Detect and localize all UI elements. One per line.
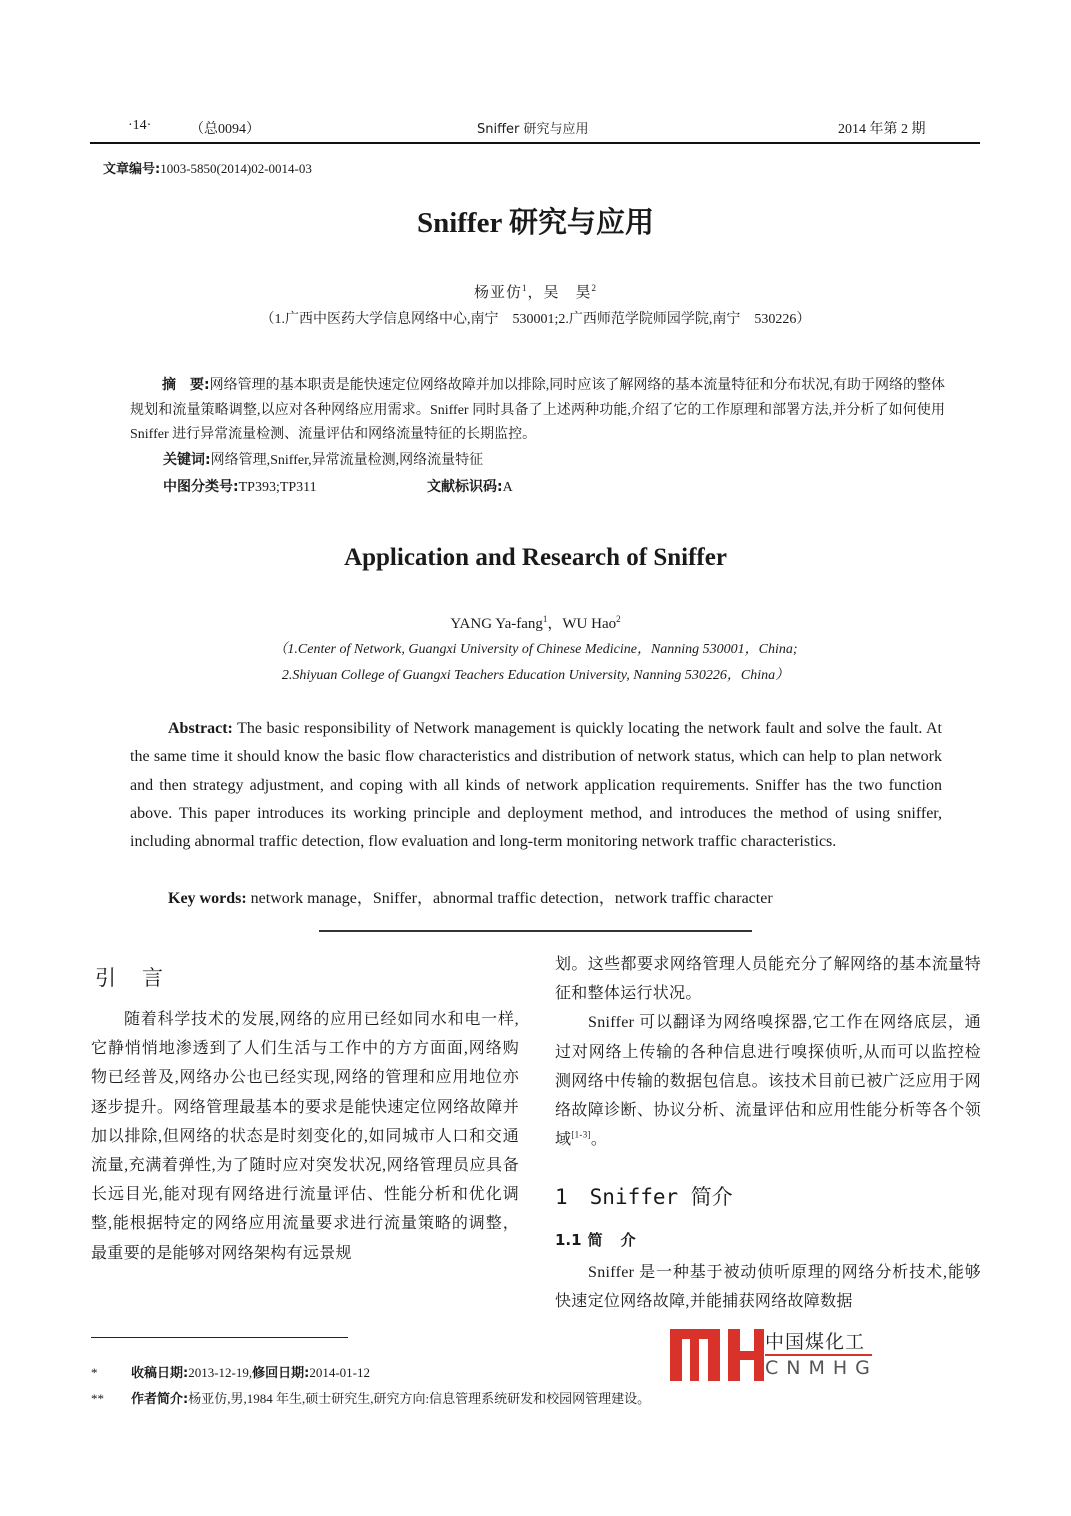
sniffer-definition-text: Sniffer 可以翻译为网络嗅探器,它工作在网络底层，通过对网络上传输的各种信息进行嗅探侦听,从而可以监控检测网络中传输的数据包信息。该技术目前已被广泛应用于网络故障诊断、协议分析、流量评估和应用性能分析等各个领域 <box>555 1014 981 1149</box>
intro-continuation: 划。这些都要求网络管理人员能充分了解网络的基本流量特征和整体运行状况。 <box>555 956 981 1003</box>
classification-value: TP393;TP311 <box>238 480 317 495</box>
authors-cn <box>0 281 1071 302</box>
article-number-label: 文章编号: <box>103 162 161 177</box>
received-date-label: 收稿日期: <box>131 1366 189 1381</box>
document-code <box>427 476 513 496</box>
author-1: 杨亚仿 <box>473 285 522 301</box>
affiliation-en <box>0 637 1071 689</box>
keywords-cn <box>163 449 483 469</box>
abstract-en <box>130 715 942 856</box>
revised-date-label: 修回日期: <box>252 1366 310 1381</box>
author-1-en-affil: 1 <box>542 614 548 624</box>
author-separator: ， <box>527 285 544 301</box>
abstract-cn-text: 网络管理的基本职责是能快速定位网络故障并加以排除,同时应该了解网络的基本流量特征和分布状况,有助于网络的整体规划和流量策略调整,以应对各种网络应用需求。Sniffer 同时具备了上述两种功能,介绍了它的工作原理和部署方法,并分析了如何使用 Sniffer 进行异常流量检测、流量评估和网络流量特征的长期监控。 <box>130 378 945 442</box>
section-1-number: 1 <box>555 1185 568 1209</box>
abstract-cn-label: 摘 要: <box>162 377 210 393</box>
sentence-end: 。 <box>590 1131 608 1149</box>
footnote-rule <box>91 1337 348 1338</box>
intro-paragraph: 随着科学技术的发展,网络的应用已经如同水和电一样,它静悄悄地渗透到了人们生活与工作中的方方面面,网络购物已经普及,网络办公也已经实现,网络的管理和应用地位亦逐步提升。网络管理最基本的要求是能快速定位网络故障并加以排除,但网络的状态是时刻变化的,如同城市人口和交通流量,充满着弹性,为了随时应对突发状况,网络管理员应具备长远目光,能对现有网络进行流量评估、性能分析和优化调整,能根据特定的网络应用流量要求进行流量策略的调整，最重要的是能够对网络架构有远景规 <box>91 1011 519 1262</box>
citation-ref: [1-3] <box>571 1129 591 1140</box>
total-page-number: （总0094） <box>190 122 260 137</box>
authors-en <box>0 612 1071 633</box>
footnote-author-bio <box>91 1388 650 1407</box>
author-1-affil: 1 <box>521 283 528 293</box>
author-2: 吴 昊 <box>543 285 592 301</box>
keywords-en-text: network manage，Sniffer，abnormal traffic detection，network traffic character <box>250 890 773 907</box>
received-date: 2013-12-19, <box>188 1365 253 1380</box>
title-en: Application and Research of Sniffer <box>344 544 727 571</box>
affiliation-en-line-1: （1.Center of Network, Guangxi University of Chinese Medicine，Nanning 530001，China; <box>273 642 798 657</box>
logo-text-en: CNMHG <box>765 1357 878 1379</box>
abstract-en-label: Abstract: <box>168 720 233 737</box>
classification-label: 中图分类号: <box>163 479 239 495</box>
abstract-en-text: The basic responsibility of Network management is quickly locating the network fault and solve the fault. At the same time it should know the basic flow characteristics and distribution of network status, which can help to plan network and then strategy adjustment, and coping with all kinds of network application requirements. Sniffer has the two function above. This paper introduces its working principle and deployment method, and introduces the method of using sniffer, including abnormal traffic detection, flow evaluation and long-term monitoring network traffic characteristics. <box>130 720 942 851</box>
intro-column <box>91 1005 519 1268</box>
author-2-affil: 2 <box>591 283 598 293</box>
author-en-separator: ， <box>547 616 563 632</box>
classification-number <box>163 476 317 496</box>
author-1-en: YANG Ya-fang <box>450 616 543 632</box>
footnote-dates <box>91 1362 370 1381</box>
author-bio-text: 杨亚仿,男,1984 年生,硕士研究生,研究方向:信息管理系统研发和校园网管理建设。 <box>188 1391 651 1406</box>
abstract-cn <box>130 373 945 448</box>
issue-label: 2014 年第 2 期 <box>838 122 926 137</box>
running-title: Sniffer 研究与应用 <box>477 122 589 137</box>
section-1-heading <box>555 1181 733 1211</box>
logo-divider <box>765 1354 872 1356</box>
revised-date: 2014-01-12 <box>309 1365 370 1380</box>
author-2-en-affil: 2 <box>616 614 621 624</box>
document-code-label: 文献标识码: <box>427 479 503 495</box>
section-1-paragraph: Sniffer 是一种基于被动侦听原理的网络分析技术,能够快速定位网络故障,并能捕获网络故障数据 <box>555 1264 981 1311</box>
title-cn: Sniffer 研究与应用 <box>416 207 655 239</box>
footnote-marker: ** <box>91 1391 104 1406</box>
article-number-value: 1003-5850(2014)02-0014-03 <box>160 161 312 176</box>
author-bio-label: 作者简介: <box>131 1392 189 1407</box>
document-code-value: A <box>502 480 513 495</box>
sniffer-definition-paragraph <box>555 1008 981 1154</box>
logo-text-cn: 中国煤化工 <box>765 1331 866 1353</box>
subsection-1-1-number: 1.1 <box>555 1231 582 1249</box>
keywords-cn-label: 关键词: <box>163 452 211 468</box>
author-2-en: WU Hao <box>562 616 617 632</box>
article-number <box>103 158 312 177</box>
keywords-en <box>168 885 773 908</box>
keywords-en-label: Key words: <box>168 890 247 907</box>
affiliation-cn: （1.广西中医药大学信息网络中心,南宁 530001;2.广西师范学院师园学院,南宁 530226） <box>260 312 811 327</box>
section-1-title: Sniffer 简介 <box>589 1185 733 1209</box>
abstract-separator <box>319 930 752 932</box>
footnote-marker: * <box>91 1365 98 1380</box>
header-rule <box>90 142 980 144</box>
right-column <box>555 950 981 1154</box>
subsection-1-1-title: 简介 <box>587 1231 654 1249</box>
section-1-column <box>555 1258 981 1316</box>
subsection-1-1-heading <box>555 1229 654 1250</box>
intro-heading: 引言 <box>95 966 189 990</box>
affiliation-en-line-2: 2.Shiyuan College of Guangxi Teachers Education University, Nanning 530226，China） <box>281 668 790 683</box>
keywords-cn-text: 网络管理,Sniffer,异常流量检测,网络流量特征 <box>210 453 484 468</box>
page-number: ·14· <box>128 118 152 133</box>
